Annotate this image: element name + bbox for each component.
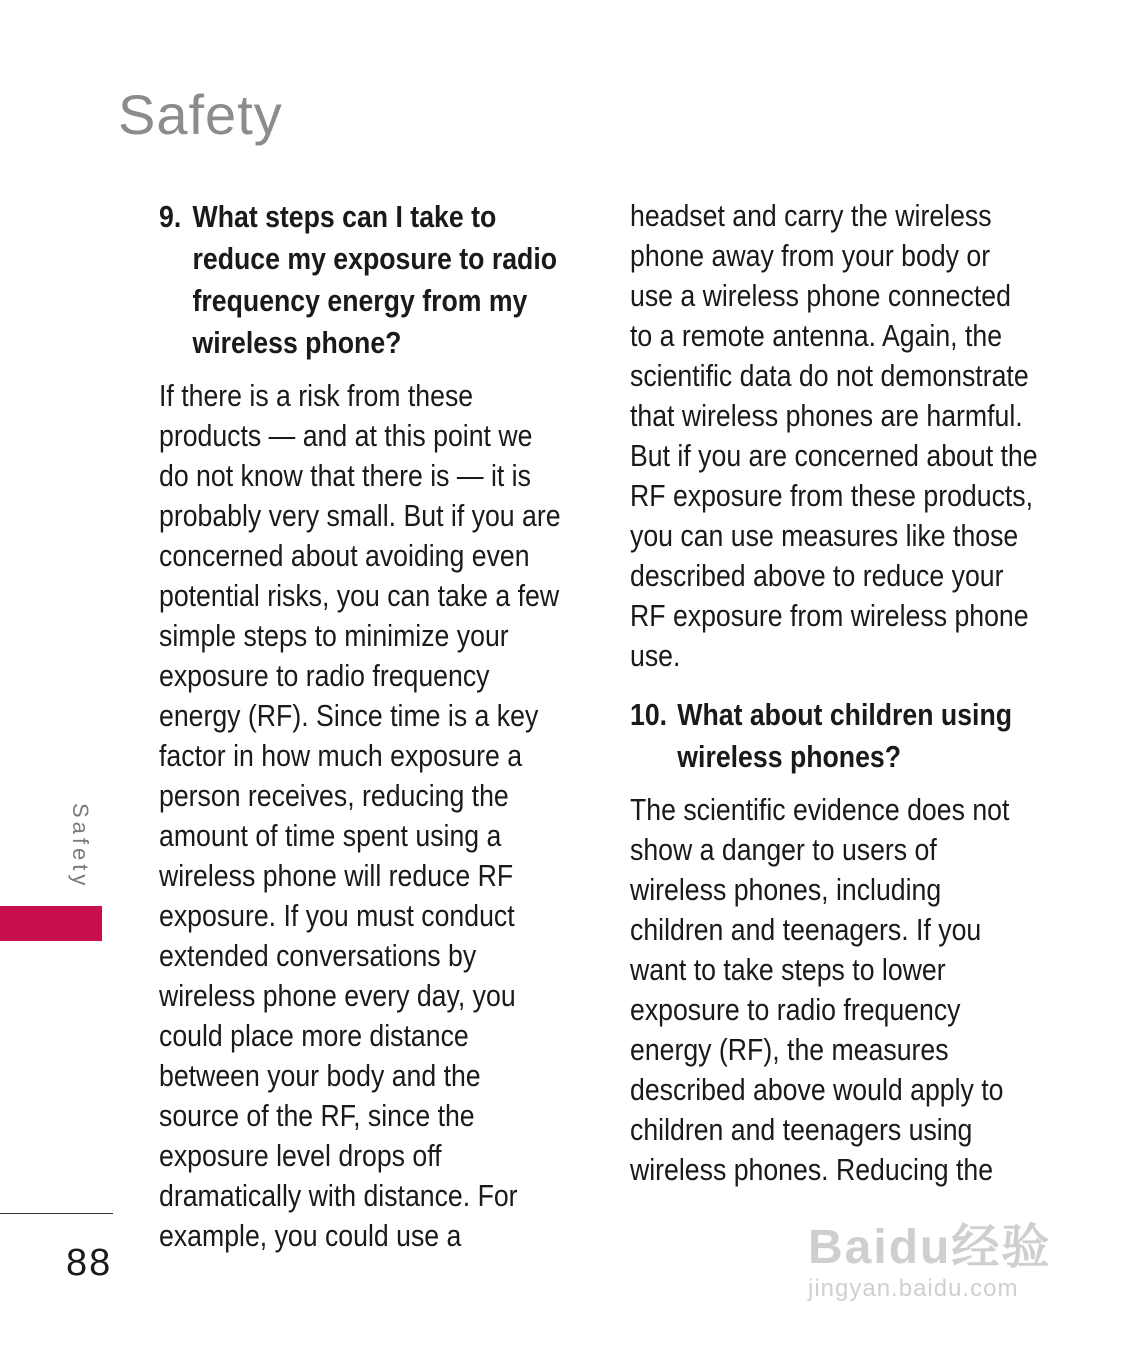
question-10-text: What about children using wireless phones? bbox=[677, 697, 1013, 774]
page-number: 88 bbox=[66, 1242, 113, 1284]
question-9-text: What steps can I take to reduce my exposure to radio frequency energy from my wireless phone? bbox=[192, 199, 558, 360]
right-column bbox=[630, 196, 1039, 1200]
baidu-watermark bbox=[808, 1222, 1068, 1316]
answer-9-paragraph-part-2: headset and carry the wireless phone away from your body or use a wireless phone connected to a remote antenna. Again, the scientific data do not demonstrate that wireless phones are harmful. But if you are concerned about the RF exposure from these products, you can use measures like those described above to reduce your RF exposure from wireless phone use. bbox=[630, 198, 1038, 673]
watermark-url: jingyan.baidu.com bbox=[808, 1275, 1019, 1302]
question-9-heading bbox=[159, 196, 568, 364]
question-10-heading bbox=[630, 694, 1039, 778]
answer-10-paragraph: The scientific evidence does not show a danger to users of wireless phones, including children and teenagers. If you want to take steps to lower exposure to radio frequency energy (RF), the measures described above would apply to children and teenagers using wireless phones. Reducing the bbox=[630, 792, 1010, 1187]
question-10-number: 10. bbox=[630, 697, 668, 732]
left-column bbox=[159, 196, 568, 1266]
footer-divider bbox=[0, 1213, 113, 1214]
answer-9-paragraph-part-1: If there is a risk from these products — and at this point we do not know that there is — it is probably very small. But if you are concerned about avoiding even potential risks, you can take a few simple steps to minimize your exposure to radio frequency energy (RF). Since time is a key factor in how much exposure a person receives, reducing the amount of time spent using a wireless phone will reduce RF exposure. If you must conduct extended conversations by wireless phone every day, you could place more distance between your body and the source of the RF, since the exposure level drops off dramatically with distance. For example, you could use a bbox=[159, 378, 561, 1253]
side-tab-accent-bar bbox=[0, 906, 102, 941]
side-tab-label: Safety bbox=[68, 803, 93, 890]
page-title: Safety bbox=[118, 83, 283, 146]
question-9-number: 9. bbox=[159, 199, 182, 234]
watermark-logo: Baidu经验 bbox=[808, 1221, 1052, 1274]
